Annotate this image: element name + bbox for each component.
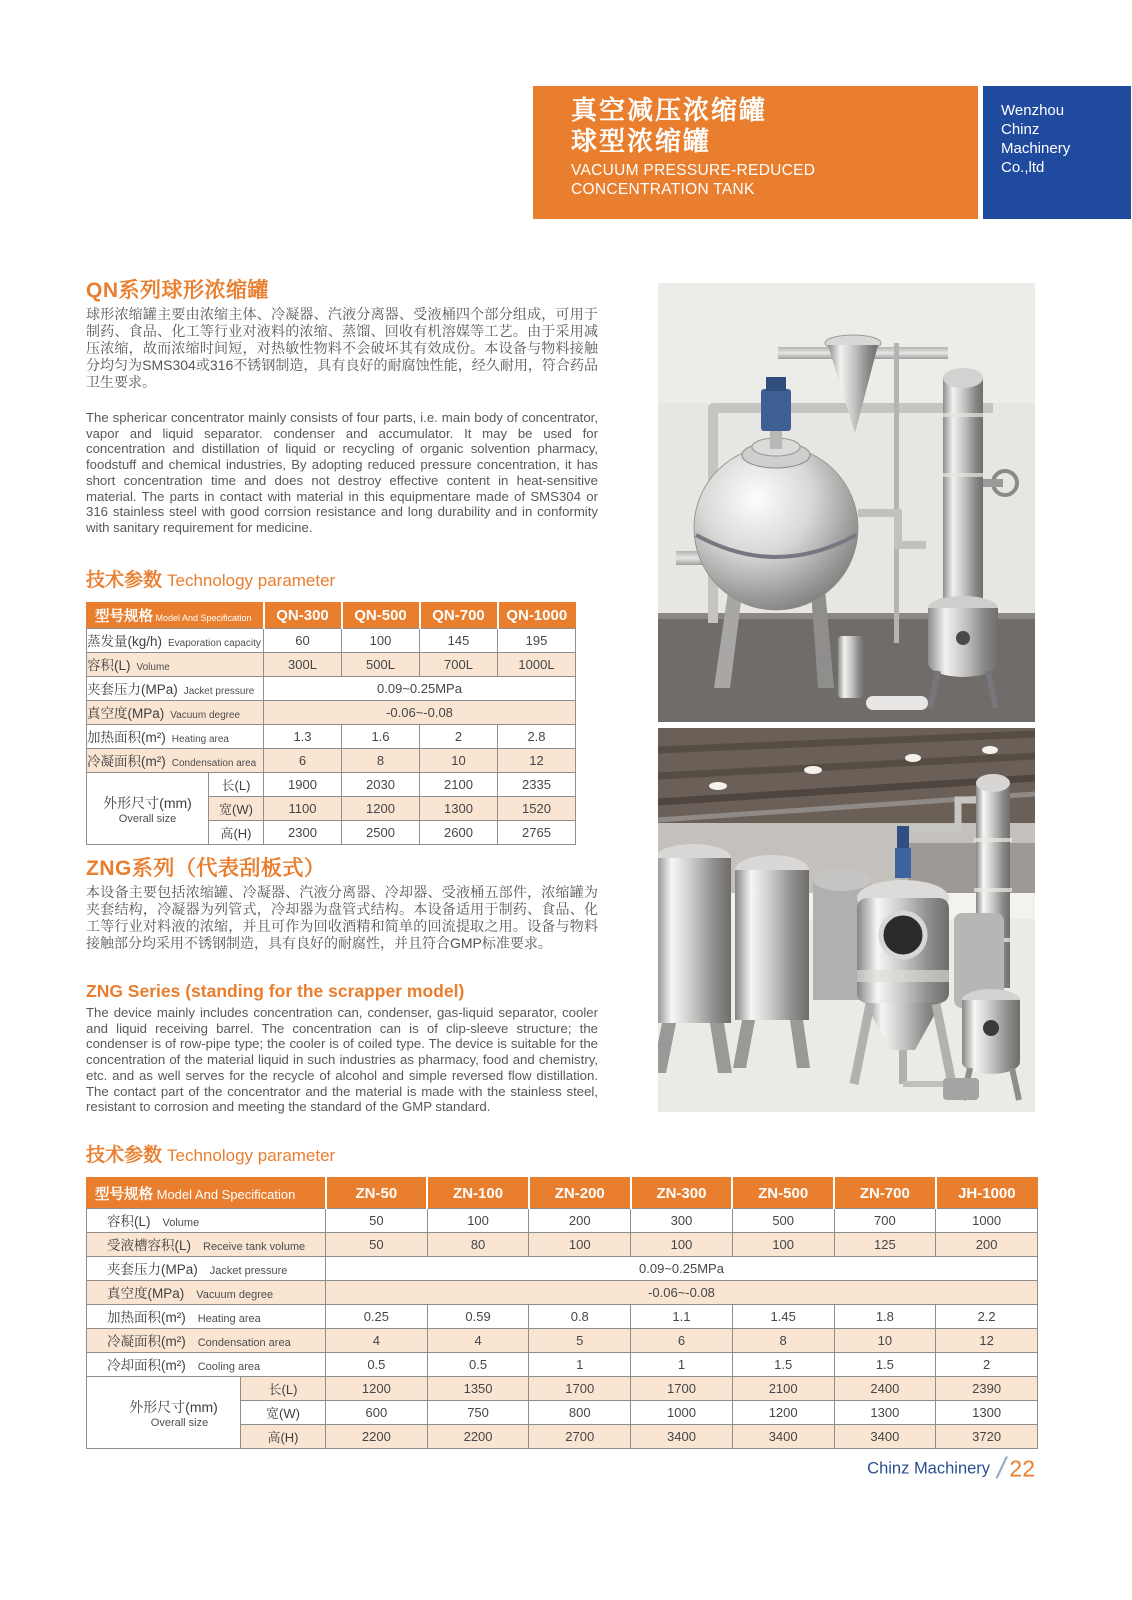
param-value: 750 [427, 1401, 529, 1425]
tech-heading-en: Technology parameter [167, 571, 336, 590]
page-number: 22 [1009, 1455, 1035, 1482]
param-label-cn: 加热面积(m²) [87, 730, 166, 745]
param-value: 700L [420, 653, 498, 677]
param-label-cell [87, 653, 264, 677]
param-value: 100 [342, 629, 420, 653]
size-group-label-en: Overall size [118, 812, 177, 825]
company-banner [983, 86, 1131, 219]
param-value: 500 [732, 1209, 834, 1233]
param-label-en: Jacket pressure [183, 686, 255, 697]
param-label-cell [87, 1281, 326, 1305]
param-value: 1300 [420, 797, 498, 821]
model-header-cell: ZN-300 [631, 1178, 733, 1209]
zng-section-title-en: ZNG Series (standing for the scrapper model) [86, 981, 465, 1001]
size-group-label-cell [87, 773, 209, 845]
company-name-line: Machinery [1001, 140, 1071, 157]
param-value: 1350 [427, 1377, 529, 1401]
param-label-cn: 受液槽容积(L) [107, 1238, 191, 1253]
param-value: 500L [342, 653, 420, 677]
param-label-cn: 冷却面积(m²) [107, 1358, 186, 1373]
param-label-cell [87, 1329, 326, 1353]
param-value: 1300 [936, 1401, 1038, 1425]
param-value: 600 [326, 1401, 428, 1425]
param-label-cell [87, 1353, 326, 1377]
model-header-cell: ZN-700 [834, 1178, 936, 1209]
model-header-cell: QN-700 [420, 603, 498, 629]
param-label-en: Heating area [197, 1313, 261, 1325]
spec-header-cell [87, 1178, 326, 1209]
param-value: 60 [264, 629, 342, 653]
param-value: 6 [631, 1329, 733, 1353]
param-label-cell [87, 701, 264, 725]
param-value: 1.3 [264, 725, 342, 749]
param-value: 195 [498, 629, 576, 653]
product-photo-spherical-concentrator [658, 283, 1035, 722]
tech-parameter-heading-2 [86, 1140, 335, 1167]
param-value: 145 [420, 629, 498, 653]
param-value: 2 [420, 725, 498, 749]
param-label-cn: 夹套压力(MPa) [87, 682, 178, 697]
param-value: 125 [834, 1233, 936, 1257]
model-header-cell: ZN-200 [529, 1178, 631, 1209]
qn-parameters-table [86, 602, 576, 845]
param-value: 1000 [936, 1209, 1038, 1233]
size-dimension-cell: 宽(W) [209, 797, 264, 821]
page-title-en-line2: CONCENTRATION TANK [571, 181, 755, 198]
zng-body-en: The device mainly includes concentration can, condenser, gas-liquid separator, cooler and liquid receiving barrel. The concentration can is of clip-sleeve structure; the condenser is of row-pipe type; the cooler is of coiled type. The device is suitable for the concentration of the material liquid in such industries as pharmacy, food and chemistry, etc. and as well serves for the recycle of alcohol and simple reversed flow distillation. The contact part of the concentrator and the material is made with the stainless steel, resistant to corrosion and meeting the standard of the GMP standard. [86, 1005, 598, 1115]
param-value: 8 [342, 749, 420, 773]
title-banner [533, 86, 978, 219]
param-value: 0.5 [326, 1353, 428, 1377]
param-value: 10 [834, 1329, 936, 1353]
param-value: 300 [631, 1209, 733, 1233]
param-value: 2100 [732, 1377, 834, 1401]
spec-header-label-cn: 型号规格 [95, 1186, 153, 1203]
param-label-cn: 冷凝面积(m²) [107, 1334, 186, 1349]
param-value: 2335 [498, 773, 576, 797]
param-value: 3400 [732, 1425, 834, 1449]
param-label-cell [87, 725, 264, 749]
model-header-cell: ZN-100 [427, 1178, 529, 1209]
param-value: 1.6 [342, 725, 420, 749]
param-span-value: -0.06~-0.08 [326, 1281, 1038, 1305]
param-value: 1.8 [834, 1305, 936, 1329]
param-value: 0.8 [529, 1305, 631, 1329]
param-label-en: Condensation area [197, 1337, 291, 1349]
param-value: 3720 [936, 1425, 1038, 1449]
param-value: 1300 [834, 1401, 936, 1425]
size-dimension-cell: 高(H) [241, 1425, 326, 1449]
size-group-label-cn: 外形尺寸(mm) [103, 794, 192, 811]
param-value: 1000 [631, 1401, 733, 1425]
param-label-en: Volume [162, 1217, 200, 1229]
param-value: 5 [529, 1329, 631, 1353]
param-value: 700 [834, 1209, 936, 1233]
param-value: 0.5 [427, 1353, 529, 1377]
model-header-cell: ZN-50 [326, 1178, 428, 1209]
param-value: 2400 [834, 1377, 936, 1401]
param-span-value: 0.09~0.25MPa [264, 677, 576, 701]
param-label-cell [87, 629, 264, 653]
param-value: 0.59 [427, 1305, 529, 1329]
model-header-cell: ZN-500 [732, 1178, 834, 1209]
size-dimension-cell: 高(H) [209, 821, 264, 845]
param-label-en: Cooling area [197, 1361, 261, 1373]
page-title-en-line1: VACUUM PRESSURE-REDUCED [571, 162, 816, 179]
model-header-cell: QN-1000 [498, 603, 576, 629]
param-label-cell [87, 1209, 326, 1233]
param-label-en: Jacket pressure [209, 1265, 288, 1277]
param-value: 1900 [264, 773, 342, 797]
size-group-label-en: Overall size [150, 1416, 209, 1429]
param-value: 300L [264, 653, 342, 677]
spec-header-cell [87, 603, 264, 629]
tech-parameter-heading-1 [86, 565, 335, 592]
param-value: 1 [631, 1353, 733, 1377]
company-name-line: Chinz [1001, 121, 1040, 138]
param-value: 1100 [264, 797, 342, 821]
param-label-cn: 容积(L) [107, 1214, 151, 1229]
param-value: 12 [936, 1329, 1038, 1353]
param-value: 50 [326, 1233, 428, 1257]
size-dimension-cell: 长(L) [209, 773, 264, 797]
param-value: 1520 [498, 797, 576, 821]
qn-body-en: The sphericar concentrator mainly consists of four parts, i.e. main body of concentrator, vapor and liquid separator. condenser and accumulator. It may be used for concentration and distillation of liquid or recycling of organic solvention pharmacy, foodstuff and chemical industries, By adopting reduced pressure concentration, it has short concentration time and does not destroy effective content in heat-sensitive material. The parts in contact with material in this equipmentare made of SMS304 or 316 stainless steel with good corrsion resistance and long durability and in conformity with sanitary requirement for medicine. [86, 410, 598, 535]
param-label-en: Vacuum degree [170, 710, 241, 721]
zng-section-title-cn: ZNG系列（代表刮板式） [86, 857, 326, 880]
param-value: 1700 [529, 1377, 631, 1401]
param-value: 2500 [342, 821, 420, 845]
param-label-cn: 加热面积(m²) [107, 1310, 186, 1325]
param-value: 2 [936, 1353, 1038, 1377]
spec-header-label-cn: 型号规格 [95, 609, 153, 625]
param-label-cn: 真空度(MPa) [87, 706, 165, 721]
param-value: 200 [936, 1233, 1038, 1257]
zn-parameters-table [86, 1177, 1038, 1449]
param-value: 100 [529, 1233, 631, 1257]
param-label-cn: 真空度(MPa) [107, 1286, 185, 1301]
param-value: 1200 [732, 1401, 834, 1425]
param-span-value: -0.06~-0.08 [264, 701, 576, 725]
param-value: 2765 [498, 821, 576, 845]
page-title-cn-line1: 真空减压浓缩罐 [571, 95, 768, 125]
param-value: 100 [427, 1209, 529, 1233]
param-value: 1200 [342, 797, 420, 821]
param-value: 10 [420, 749, 498, 773]
param-label-en: Volume [136, 662, 170, 673]
size-dimension-cell: 宽(W) [241, 1401, 326, 1425]
param-value: 4 [326, 1329, 428, 1353]
param-label-cn: 容积(L) [87, 658, 131, 673]
param-label-en: Evaporation capacity [168, 638, 261, 649]
param-label-cell [87, 677, 264, 701]
product-photo-workshop [658, 728, 1035, 1112]
page-footer [700, 1452, 1035, 1486]
param-value: 800 [529, 1401, 631, 1425]
tech-heading-cn: 技术参数 [86, 1145, 163, 1166]
param-label-cell [87, 1257, 326, 1281]
param-label-cn: 冷凝面积(m²) [87, 754, 166, 769]
param-value: 1.5 [732, 1353, 834, 1377]
param-label-en: Heating area [171, 734, 229, 745]
param-value: 2.2 [936, 1305, 1038, 1329]
param-value: 1.1 [631, 1305, 733, 1329]
param-label-cell [87, 1233, 326, 1257]
param-label-en: Vacuum degree [196, 1289, 274, 1301]
param-value: 2300 [264, 821, 342, 845]
tech-heading-en: Technology parameter [167, 1146, 336, 1165]
param-value: 2.8 [498, 725, 576, 749]
param-value: 1.5 [834, 1353, 936, 1377]
page-title-cn-line2: 球型浓缩罐 [571, 126, 712, 156]
param-value: 2390 [936, 1377, 1038, 1401]
param-value: 12 [498, 749, 576, 773]
param-value: 0.25 [326, 1305, 428, 1329]
model-header-cell: JH-1000 [936, 1178, 1038, 1209]
size-group-label-cn: 外形尺寸(mm) [129, 1398, 218, 1415]
spec-header-label-en: Model And Specification [153, 1186, 296, 1202]
size-group-label-cell [87, 1377, 241, 1449]
spec-header-label-en: Model And Specification [153, 613, 252, 623]
param-label-cn: 蒸发量(kg/h) [87, 634, 163, 649]
param-label-cell [87, 749, 264, 773]
param-value: 2100 [420, 773, 498, 797]
qn-section-title: QN系列球形浓缩罐 [86, 279, 269, 302]
param-value: 100 [732, 1233, 834, 1257]
size-dimension-cell: 长(L) [241, 1377, 326, 1401]
model-header-cell: QN-500 [342, 603, 420, 629]
param-value: 1.45 [732, 1305, 834, 1329]
param-label-en: Receive tank volume [203, 1241, 306, 1253]
company-name-line: Co.,ltd [1001, 159, 1045, 176]
footer-separator: / [997, 1452, 1006, 1485]
param-value: 200 [529, 1209, 631, 1233]
param-label-cell [87, 1305, 326, 1329]
param-value: 6 [264, 749, 342, 773]
param-value: 50 [326, 1209, 428, 1233]
company-name-line: Wenzhou [1001, 102, 1065, 119]
tech-heading-cn: 技术参数 [86, 570, 163, 591]
param-value: 80 [427, 1233, 529, 1257]
param-value: 100 [631, 1233, 733, 1257]
param-value: 8 [732, 1329, 834, 1353]
param-value: 3400 [834, 1425, 936, 1449]
param-value: 1000L [498, 653, 576, 677]
param-value: 2200 [326, 1425, 428, 1449]
param-value: 2700 [529, 1425, 631, 1449]
param-value: 2600 [420, 821, 498, 845]
param-label-cn: 夹套压力(MPa) [107, 1262, 198, 1277]
param-value: 2200 [427, 1425, 529, 1449]
param-span-value: 0.09~0.25MPa [326, 1257, 1038, 1281]
param-value: 1 [529, 1353, 631, 1377]
param-value: 3400 [631, 1425, 733, 1449]
param-label-en: Condensation area [171, 758, 257, 769]
param-value: 4 [427, 1329, 529, 1353]
zng-body-cn: 本设备主要包括浓缩罐、冷凝器、汽液分离器、冷却器、受液桶五部件，浓缩罐为夹套结构，冷凝器为列管式，冷却器为盘管式结构。本设备适用于制药、食品、化工等行业对料液的浓缩，并且可作为回收酒精和简单的回流提取之用。设备与物料接触部分均采用不锈钢制造，具有良好的耐腐性，并且符合GMP标准要求。 [86, 884, 598, 951]
param-value: 1200 [326, 1377, 428, 1401]
qn-body-cn: 球形浓缩罐主要由浓缩主体、冷凝器、汽液分离器、受液桶四个部分组成，可用于制药、食品、化工等行业对液料的浓缩、蒸馏、回收有机溶媒等工艺。由于采用减压浓缩，故而浓缩时间短，对热敏性物料不会破坏其有效成份。本设备与物料接触分均匀为SMS304或316不锈钢制造，具有良好的耐腐蚀性能，经久耐用，符合药品卫生要求。 [86, 306, 598, 390]
model-header-cell: QN-300 [264, 603, 342, 629]
param-value: 2030 [342, 773, 420, 797]
footer-brand: Chinz Machinery [867, 1459, 991, 1478]
param-value: 1700 [631, 1377, 733, 1401]
